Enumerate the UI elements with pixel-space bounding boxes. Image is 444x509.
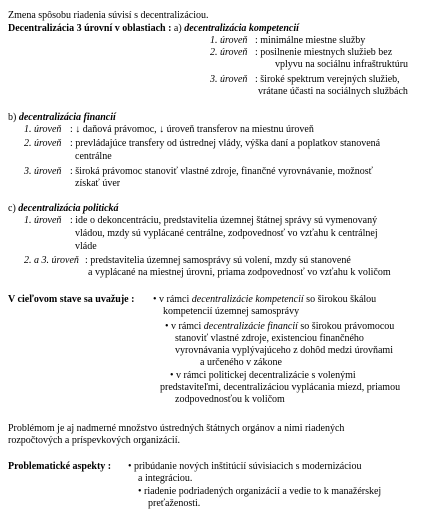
- target-heading: V cieľovom stave sa uvažuje :: [8, 294, 135, 305]
- section-a-letter: a): [173, 23, 182, 34]
- section-b-level-3-label: 3. úroveň: [24, 166, 62, 177]
- target-item-emphasis: decentralizácie kompetencií: [191, 294, 304, 305]
- section-b-letter: b): [8, 112, 17, 123]
- section-a-level-2-label: 2. úroveň: [210, 47, 248, 58]
- section-b-level-2-line: : prevládajúce transfery od ústrednej vlády, výška daní a poplatkov stanovená: [70, 138, 381, 149]
- section-c-level-2-line: a vyplácané na miestnej úrovni, priama zodpovednosť vo vzťahu k voličom: [88, 267, 391, 278]
- target-item-text: predstaviteľmi, decentralizáciou vyplácania miezd, priamou: [160, 382, 401, 393]
- section-b-level-3-line: : široká právomoc stanoviť vlastné zdroje, finančné vyrovnávanie, možnosť: [70, 166, 373, 177]
- section-a-header: [8, 23, 299, 34]
- section-b-level-2-line: centrálne: [75, 151, 112, 162]
- target-item-line: [175, 345, 393, 356]
- section-c-title: decentralizácia politická: [18, 203, 119, 214]
- target-item-text: vyrovnávania vyplývajúceho z dohôd medzi úrovňami: [175, 345, 393, 356]
- section-b-level-1-label: 1. úroveň: [24, 124, 62, 135]
- target-item-text: so širokou škálou: [303, 294, 377, 305]
- section-a-level-3-line: vrátane účasti na sociálnych službách: [258, 86, 408, 97]
- target-item-text: kompetencií územnej samosprávy: [163, 306, 300, 317]
- section-c-header: [8, 203, 119, 214]
- section-a-heading: Decentralizácia 3 úrovní v oblastiach :: [8, 23, 172, 34]
- aspect-item-line: • pribúdanie nových inštitúcií súvisiacich s modernizáciou: [128, 461, 362, 472]
- target-item-text: • v rámci politickej decentralizácie s volenými: [170, 370, 356, 381]
- target-item-line: [175, 394, 285, 405]
- section-c-letter: c): [8, 203, 16, 214]
- target-item-text: stanoviť vlastné zdroje, existenciou finančného: [175, 333, 364, 344]
- target-item-text: • v rámci: [153, 294, 192, 305]
- aspects-heading: Problematické aspekty :: [8, 461, 112, 472]
- section-a-title: decentralizácia kompetencií: [184, 23, 299, 34]
- section-a-level-3-label: 3. úroveň: [210, 74, 248, 85]
- target-item-line: [170, 370, 356, 381]
- section-c-level-1-line: : ide o dekoncentráciu, predstavitelia územnej štátnej správy sú vymenovaný: [70, 215, 378, 226]
- section-c-level-2-line: : predstavitelia územnej samosprávy sú volení, mzdy sú stanovené: [85, 255, 351, 266]
- section-a-level-1-line: : minimálne miestne služby: [255, 35, 366, 46]
- target-item-text: a určeného v zákone: [200, 357, 282, 368]
- aspect-item-line: a integráciou.: [138, 473, 193, 484]
- target-item-emphasis: decentralizácie financií: [203, 321, 298, 332]
- section-b-level-2-label: 2. úroveň: [24, 138, 62, 149]
- target-item-line: [163, 306, 299, 317]
- target-item-line: [153, 294, 376, 305]
- problem-text-line: rozpočtových a príspevkových organizácií.: [8, 435, 180, 446]
- section-c-level-1-line: vládou, mzdy sú vyplácané centrálne, zodpovednosť vo vzťahu k centrálnej: [75, 228, 378, 239]
- section-a-level-3-line: : široké spektrum verejných služieb,: [255, 74, 400, 85]
- target-item-text: so širokou právomocou: [297, 321, 395, 332]
- section-b-level-1-line: : ↓ daňová právomoc, ↓ úroveň transferov na miestnu úroveň: [70, 124, 314, 135]
- section-a-level-2-line: : posilnenie miestnych služieb bez: [255, 47, 393, 58]
- problem-text-line: Problémom je aj nadmerné množstvo ústredných štátnych orgánov a nimi riadených: [8, 423, 345, 434]
- target-item-text: zodpovednosťou k voličom: [175, 394, 285, 405]
- aspect-item-line: preťaženosti.: [148, 498, 201, 509]
- target-item-line: [175, 333, 364, 344]
- intro-text: Zmena spôsobu riadenia súvisí s decentralizáciou.: [8, 10, 209, 21]
- section-b-title: decentralizácia financií: [18, 112, 116, 123]
- section-b-header: [8, 112, 116, 123]
- section-a-level-2-line: vplyvu na sociálnu infraštruktúru: [275, 59, 409, 70]
- target-item-text: • v rámci: [165, 321, 204, 332]
- section-a-level-1-label: 1. úroveň: [210, 35, 248, 46]
- section-c-level-1-label: 1. úroveň: [24, 215, 62, 226]
- section-b-level-3-line: získať úver: [75, 178, 121, 189]
- target-item-line: [160, 382, 400, 393]
- target-item-line: [165, 321, 394, 332]
- section-c-level-2-label: 2. a 3. úroveň: [24, 255, 79, 266]
- aspect-item-line: • riadenie podriadených organizácií a vedie to k manažérskej: [138, 486, 382, 497]
- section-c-level-1-line: vláde: [75, 241, 97, 252]
- target-item-line: [200, 357, 282, 368]
